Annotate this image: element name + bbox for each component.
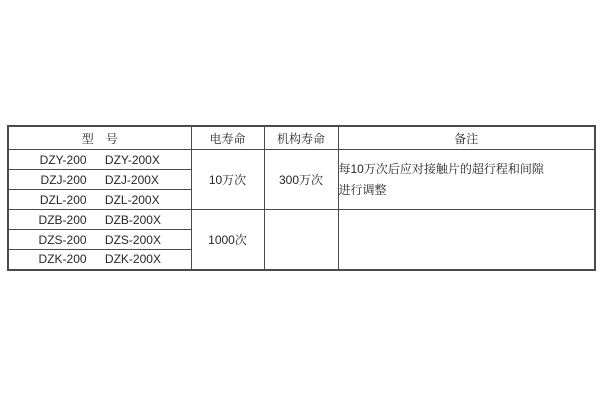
electrical-life-cell: 1000次 (191, 210, 264, 270)
spec-table (7, 125, 596, 271)
model-name: DZL-200 (39, 192, 87, 207)
model-name: DZL-200X (104, 192, 160, 207)
header-model: 型 号 (8, 126, 191, 150)
electrical-life-cell: 10万次 (191, 150, 264, 210)
model-name: DZK-200X (104, 252, 161, 267)
table-row (8, 210, 595, 230)
table-row (8, 150, 595, 170)
model-name: DZS-200X (104, 232, 161, 247)
model-cell (8, 230, 191, 250)
remark-cell (338, 150, 595, 210)
model-name: DZY-200 (39, 152, 87, 167)
remark-line-2: 进行调整 (338, 182, 387, 197)
mechanical-life-cell (264, 210, 338, 270)
remark-cell (338, 210, 595, 270)
model-name: DZB-200 (38, 212, 87, 227)
model-cell (8, 210, 191, 230)
model-name: DZJ-200X (104, 172, 159, 187)
model-name: DZB-200X (104, 212, 161, 227)
model-name: DZS-200 (38, 232, 87, 247)
remark-line-1: 每10万次后应对接触片的超行程和间隙 (338, 161, 544, 176)
model-cell (8, 170, 191, 190)
model-name: DZK-200 (38, 252, 87, 267)
mechanical-life-cell: 300万次 (264, 150, 338, 210)
header-electrical-life: 电寿命 (191, 126, 264, 150)
model-cell (8, 150, 191, 170)
header-mechanical-life: 机构寿命 (264, 126, 338, 150)
model-name: DZJ-200 (40, 172, 87, 187)
model-cell (8, 190, 191, 210)
model-cell (8, 250, 191, 270)
model-name: DZY-200X (104, 152, 160, 167)
table-header-row (8, 126, 595, 150)
header-remarks: 备注 (338, 126, 595, 150)
